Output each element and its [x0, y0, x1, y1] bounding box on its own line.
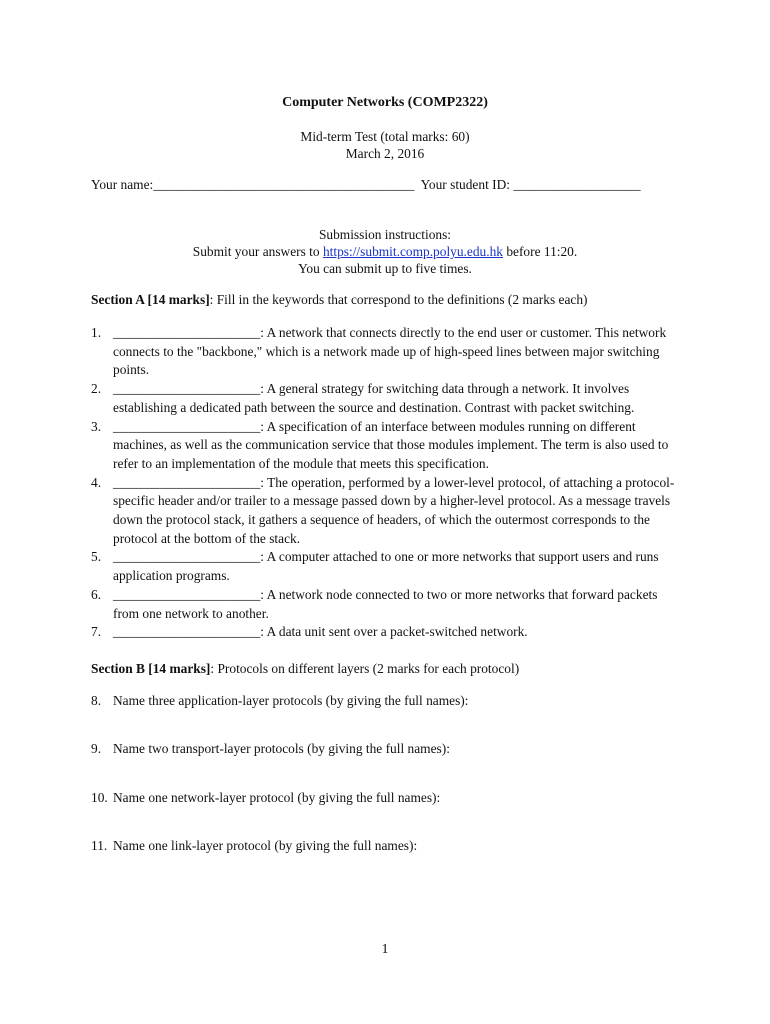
section-b-heading: [91, 661, 519, 677]
answer-blank[interactable]: ______________________: [113, 474, 261, 490]
answer-blank[interactable]: ______________________: [113, 549, 261, 565]
section-a-heading: [91, 292, 587, 308]
student-id-label: Your student ID:: [420, 177, 510, 192]
name-label: Your name:: [91, 177, 154, 192]
question-text: Name two transport-layer protocols (by giving the full names):: [113, 741, 450, 756]
item-number: 1.: [91, 325, 102, 340]
answer-blank[interactable]: ______________________: [113, 586, 261, 602]
question-number: 10.: [91, 790, 108, 805]
question-10: [91, 790, 440, 806]
definition-text: : A network node connected to two or more networks that forward packets from one network to another.: [113, 586, 658, 621]
name-id-row: [91, 177, 641, 193]
item-number: 2.: [91, 381, 102, 397]
submission-line: [0, 244, 770, 260]
student-id-blank[interactable]: ___________________: [513, 177, 641, 192]
page-number: 1: [381, 942, 389, 957]
definition-text: : A computer attached to one or more networks that support users and runs application programs.: [113, 549, 659, 584]
definition-text: : A general strategy for switching data through a network. It involves establishing a dedicated path between the source and destination. Contrast with packet switching.: [113, 381, 635, 415]
item-number: 5.: [91, 549, 102, 565]
item-number: 7.: [91, 624, 102, 640]
list-item: [91, 418, 681, 474]
answer-blank[interactable]: ______________________: [113, 381, 261, 397]
section-a-instruction: : Fill in the keywords that correspond to the definitions (2 marks each): [209, 292, 588, 307]
question-number: 8.: [91, 693, 102, 708]
definition-text: : The operation, performed by a lower-level protocol, of attaching a protocol-specific header and/or trailer to a message passed down by a higher-level protocol. As a message travels down the protocol stack, it gathers a sequence of headers, of which the outermost corresponds to the protocol at the bottom of the stack.: [113, 474, 675, 546]
section-b-instruction: : Protocols on different layers (2 marks for each protocol): [210, 661, 520, 676]
submission-limit: You can submit up to five times.: [298, 261, 472, 276]
list-item: [91, 548, 681, 585]
submission-prefix: Submit your answers to: [192, 244, 323, 259]
list-item: [91, 474, 681, 549]
question-text: Name one network-layer protocol (by giving the full names):: [113, 790, 441, 805]
question-text: Name three application-layer protocols (by giving the full names):: [113, 693, 469, 708]
list-item: [91, 324, 681, 380]
submission-suffix: before 11:20.: [502, 244, 578, 259]
question-9: [91, 741, 450, 757]
question-text: Name one link-layer protocol (by giving the full names):: [113, 838, 418, 853]
page-title: Computer Networks (COMP2322): [282, 95, 488, 110]
item-number: 4.: [91, 474, 102, 490]
item-number: 3.: [91, 418, 102, 434]
answer-blank[interactable]: ______________________: [113, 624, 261, 640]
section-a-list: [91, 324, 681, 642]
answer-blank[interactable]: ______________________: [113, 418, 261, 434]
name-blank[interactable]: _______________________________________: [153, 177, 415, 192]
definition-text: : A data unit sent over a packet-switched network.: [260, 624, 528, 640]
question-8: [91, 693, 468, 709]
definition-text: : A network that connects directly to the end user or customer. This network connects to the "backbone," which is a network made up of high-speed lines between major switching points.: [113, 325, 667, 378]
submission-heading: Submission instructions:: [318, 227, 452, 242]
test-subtitle: Mid-term Test (total marks: 60): [300, 129, 470, 144]
question-number: 9.: [91, 741, 102, 756]
definition-text: : A specification of an interface between modules running on different machines, as well as the communication service that those modules implement. The term is also used to refer to an implementation of the module that meets this specification.: [113, 418, 669, 471]
question-number: 11.: [91, 838, 108, 853]
submission-link[interactable]: https://submit.comp.polyu.edu.hk: [322, 244, 503, 259]
list-item: [91, 623, 681, 642]
test-date: March 2, 2016: [345, 146, 425, 161]
section-a-label: Section A [14 marks]: [91, 292, 210, 307]
question-11: [91, 838, 417, 854]
list-item: [91, 586, 681, 623]
item-number: 6.: [91, 586, 102, 602]
section-b-label: Section B [14 marks]: [91, 661, 211, 676]
list-item: [91, 380, 681, 417]
answer-blank[interactable]: ______________________: [113, 325, 261, 340]
